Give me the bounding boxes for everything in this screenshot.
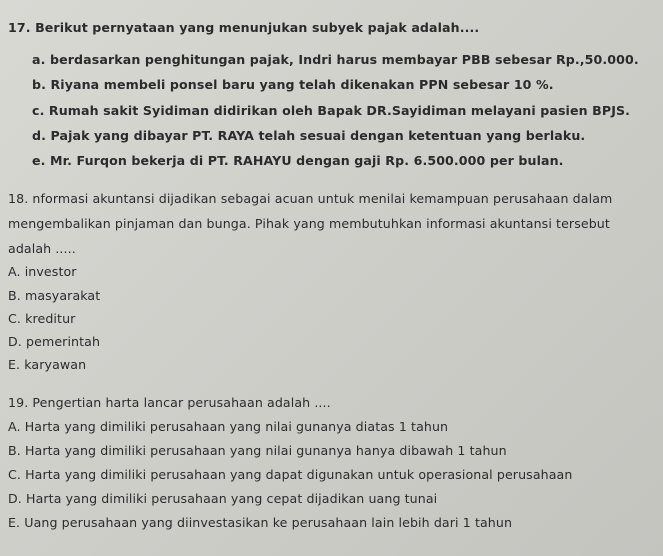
q17-option-d: d. Pajak yang dibayar PT. RAYA telah sesuai dengan ketentuan yang berlaku. [32,128,586,143]
q17-option-c: c. Rumah sakit Syidiman didirikan oleh Bapak DR.Sayidiman melayani pasien BPJS. [32,103,631,118]
q19-option-c: C. Harta yang dimiliki perusahaan yang dapat digunakan untuk operasional perusahaan [8,467,573,482]
q19-option-d: D. Harta yang dimiliki perusahaan yang cepat dijadikan uang tunai [8,491,438,506]
q18-option-b: B. masyarakat [8,288,101,303]
q18-stem-line-2: mengembalikan pinjaman dan bunga. Pihak yang membutuhkan informasi akuntansi tersebut [8,216,610,231]
q17-option-a: a. berdasarkan penghitungan pajak, Indri harus membayar PBB sebesar Rp.,50.000. [32,52,639,67]
q18-stem-line-3: adalah ..... [8,241,76,256]
q19-option-a: A. Harta yang dimiliki perusahaan yang nilai gunanya diatas 1 tahun [8,419,449,434]
q17-option-b: b. Riyana membeli ponsel baru yang telah dikenakan PPN sebesar 10 %. [32,77,554,92]
q18-option-e: E. karyawan [8,357,87,372]
q17-option-e: e. Mr. Furqon bekerja di PT. RAHAYU dengan gaji Rp. 6.500.000 per bulan. [32,153,564,168]
q18-stem-line-1: 18. nformasi akuntansi dijadikan sebagai acuan untuk menilai kemampuan perusahaan dalam [8,191,613,206]
q19-option-e: E. Uang perusahaan yang diinvestasikan ke perusahaan lain lebih dari 1 tahun [8,515,513,530]
q18-option-c: C. kreditur [8,311,76,326]
q18-option-a: A. investor [8,264,77,279]
q19-stem: 19. Pengertian harta lancar perusahaan adalah .... [8,395,331,410]
q17-stem: 17. Berikut pernyataan yang menunjukan subyek pajak adalah.... [8,20,480,35]
q18-option-d: D. pemerintah [8,334,101,349]
q19-option-b: B. Harta yang dimiliki perusahaan yang nilai gunanya hanya dibawah 1 tahun [8,443,507,458]
